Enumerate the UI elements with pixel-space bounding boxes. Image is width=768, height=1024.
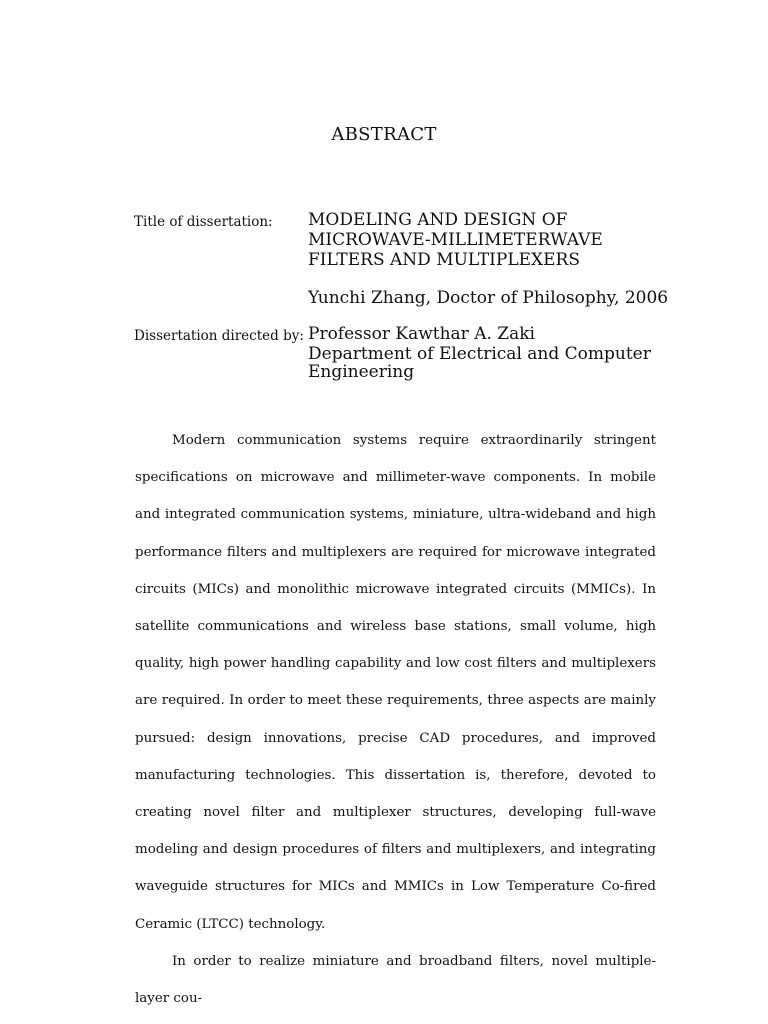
title-label: Title of dissertation:	[134, 214, 273, 230]
abstract-body	[135, 422, 656, 1017]
abstract-paragraph-2: In order to realize miniature and broadband filters, novel multiple-layer cou-	[135, 953, 656, 1007]
advisor-department-line-1: Department of Electrical and Computer	[308, 344, 651, 364]
dissertation-title-line-1: MODELING AND DESIGN OF	[308, 210, 568, 230]
author-line: Yunchi Zhang, Doctor of Philosophy, 2006	[308, 288, 669, 308]
advisor-label: Dissertation directed by:	[134, 328, 304, 344]
abstract-heading: ABSTRACT	[331, 124, 437, 145]
dissertation-title-line-2: MICROWAVE-MILLIMETERWAVE	[308, 230, 603, 250]
advisor-name: Professor Kawthar A. Zaki	[308, 324, 535, 344]
advisor-department-line-2: Engineering	[308, 362, 415, 382]
abstract-paragraph-1: Modern communication systems require extraordinarily stringent specifications on microwave and millimeter-wave components. In mobile and integrated communication systems, miniature, ultra-wideband and high performance filters and multiplexers are required for microwave integrated circuits (MICs) and monolithic microwave integrated circuits (MMICs). In satellite communications and wireless base stations, small volume, high quality, high power handling capability and low cost filters and multiplexers are required. In order to meet these requirements, three aspects are mainly pursued: design innovations, precise CAD procedures, and improved manufacturing technologies. This dissertation is, therefore, devoted to creating novel filter and multiplexer structures, developing full-wave modeling and design procedures of filters and multiplexers, and integrating waveguide structures for MICs and MMICs in Low Temperature Co-fired Ceramic (LTCC) technology.	[135, 433, 656, 932]
dissertation-title-line-3: FILTERS AND MULTIPLEXERS	[308, 250, 580, 270]
